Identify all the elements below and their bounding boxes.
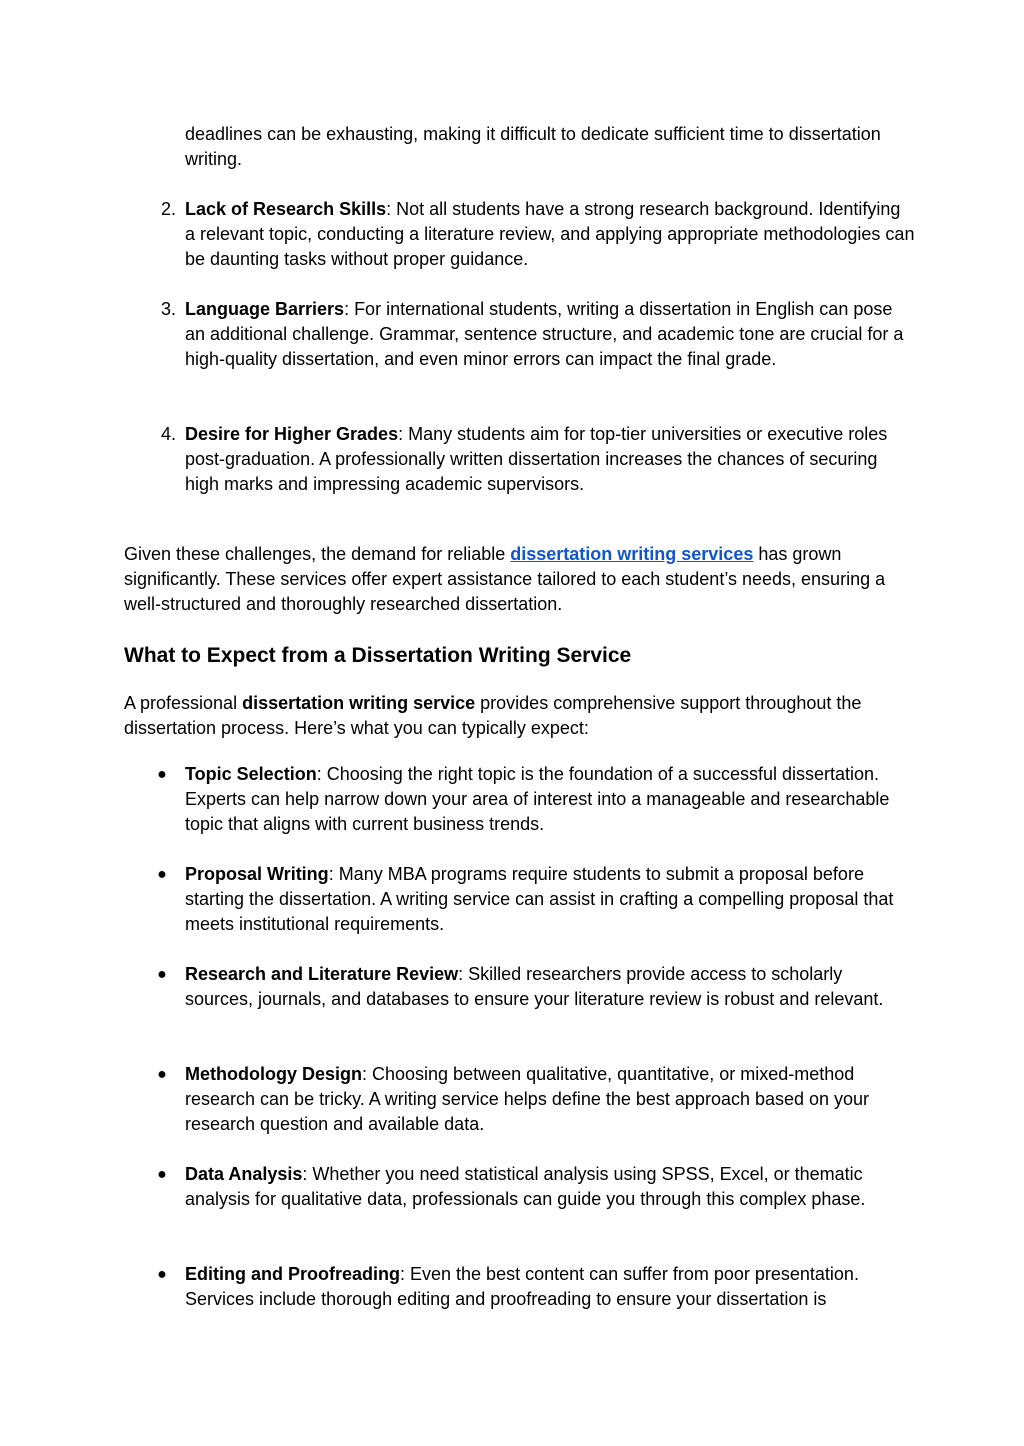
bullet-text: : Even the best content can suffer from poor presentation. Services include thorough editing and proofreading to ensure your dissertation is [185, 1264, 859, 1309]
bullet-icon: ● [157, 766, 167, 783]
bullet-title: Research and Literature Review [185, 964, 459, 984]
bullet-item [185, 862, 915, 937]
bullet-icon: ● [157, 1066, 167, 1083]
intro-text-after: provides comprehensive support throughout the dissertation process. Here’s what you can typically expect: [124, 693, 862, 738]
given-text-after: has grown significantly. These services offer expert assistance tailored to each student’s needs, ensuring a well-structured and thoroughly researched dissertation. [124, 544, 886, 614]
list-item [185, 197, 915, 272]
list-item-title: Language Barriers [185, 299, 345, 319]
bullet-text: : Whether you need statistical analysis using SPSS, Excel, or thematic analysis for qualitative data, professionals can guide you through this complex phase. [185, 1164, 866, 1209]
given-paragraph [124, 542, 914, 617]
list-item-text: : For international students, writing a dissertation in English can pose an additional challenge. Grammar, sentence structure, and academic tone are crucial for a high-quality dissertation, and even minor errors can impact the final grade. [185, 299, 904, 369]
bullet-title: Data Analysis [185, 1164, 303, 1184]
bullet-icon: ● [157, 1166, 167, 1183]
section-heading: What to Expect from a Dissertation Writing Service [124, 644, 632, 667]
intro-paragraph [124, 691, 914, 741]
list-number: 2. [160, 199, 176, 219]
bullet-item [185, 1162, 915, 1212]
bullet-item [185, 1262, 915, 1312]
bullet-icon: ● [157, 966, 167, 983]
bullet-icon: ● [157, 1266, 167, 1283]
bullet-icon: ● [157, 866, 167, 883]
list-number: 3. [160, 299, 176, 319]
bullet-item [185, 962, 915, 1012]
bullet-title: Editing and Proofreading [185, 1264, 400, 1284]
list-item-text: : Many students aim for top-tier universities or executive roles post-graduation. A professionally written dissertation increases the chances of securing high marks and impressing academic supervisors. [185, 424, 888, 494]
list-item-title: Desire for Higher Grades [185, 424, 399, 444]
list-item-title: Lack of Research Skills [185, 199, 387, 219]
intro-bold: dissertation writing service [242, 693, 476, 713]
list-number: 4. [160, 424, 176, 444]
bullet-text: : Many MBA programs require students to submit a proposal before starting the dissertation. A writing service can assist in crafting a compelling proposal that meets institutional requirements. [185, 864, 894, 934]
list-item [185, 297, 915, 372]
bullet-title: Methodology Design [185, 1064, 362, 1084]
given-text-before: Given these challenges, the demand for reliable [124, 544, 511, 564]
bullet-title: Topic Selection [185, 764, 317, 784]
bullet-text: : Choosing the right topic is the foundation of a successful dissertation. Experts can help narrow down your area of interest into a manageable and researchable topic that aligns with current business trends. [185, 764, 890, 834]
continued-paragraph: deadlines can be exhausting, making it difficult to dedicate sufficient time to dissertation writing. [185, 124, 881, 169]
bullet-item [185, 1062, 915, 1137]
bullet-title: Proposal Writing [185, 864, 329, 884]
list-item [185, 422, 915, 497]
bullet-item [185, 762, 915, 837]
list-item-text: : Not all students have a strong research background. Identifying a relevant topic, conducting a literature review, and applying appropriate methodologies can be daunting tasks without proper guidance. [185, 199, 915, 269]
bullet-text: : Choosing between qualitative, quantitative, or mixed-method research can be tricky. A writing service helps define the best approach based on your research question and available data. [185, 1064, 870, 1134]
intro-text-before: A professional [124, 693, 243, 713]
dissertation-services-link[interactable]: dissertation writing services [510, 544, 754, 564]
bullet-text: : Skilled researchers provide access to scholarly sources, journals, and databases to ensure your literature review is robust and relevant. [185, 964, 884, 1009]
